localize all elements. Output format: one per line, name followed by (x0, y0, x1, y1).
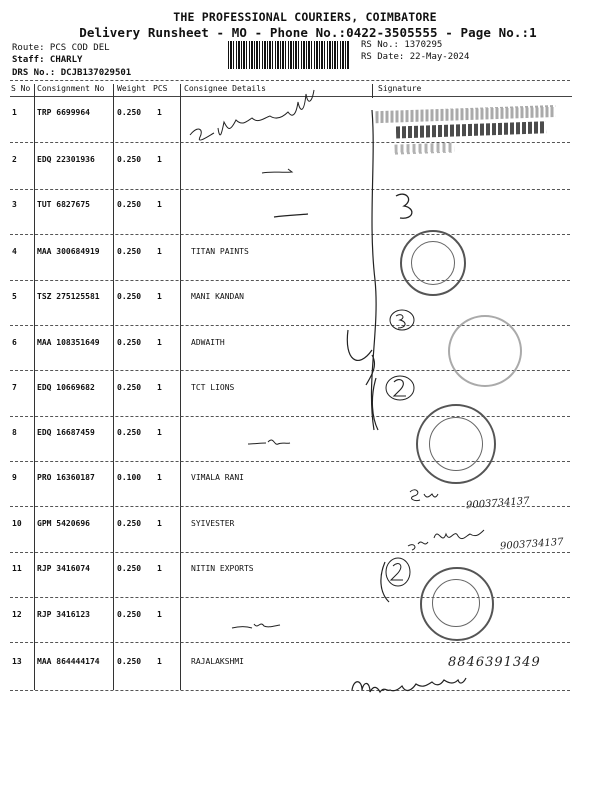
cell-pcs: 1 (157, 200, 162, 209)
cell-sno: 13 (12, 657, 22, 666)
col-header-sno: S No (11, 84, 31, 93)
staff-label: Staff: CHARLY (12, 55, 83, 65)
cell-consignee: RAJALAKSHMI (191, 657, 244, 666)
cell-weight: 0.250 (117, 519, 142, 528)
cell-weight: 0.250 (117, 155, 142, 164)
cell-consignment: RJP 3416074 (37, 564, 90, 573)
cell-consignment: EDQ 10669682 (37, 383, 95, 392)
col-header-consignment: Consignment No (37, 84, 105, 93)
cell-consignee: ADWAITH (191, 338, 225, 347)
cell-consignee: VIMALA RANI (191, 473, 244, 482)
cell-consignment: TUT 6827675 (37, 200, 90, 209)
cell-pcs: 1 (157, 519, 162, 528)
cell-consignment: EDQ 16687459 (37, 428, 95, 437)
company-stamp (375, 101, 562, 159)
cell-pcs: 1 (157, 564, 162, 573)
drs-number: DRS No.: DCJB137029501 (12, 68, 132, 78)
cell-sno: 5 (12, 292, 17, 301)
cell-weight: 0.250 (117, 428, 142, 437)
handwritten-phone-row-9: 9003734137 (465, 495, 530, 512)
cell-consignment: MAA 300684919 (37, 247, 100, 256)
cell-consignee: TCT LIONS (191, 383, 235, 392)
cell-weight: 0.250 (117, 108, 142, 117)
cell-sno: 4 (12, 247, 17, 256)
cell-consignment: RJP 3416123 (37, 610, 90, 619)
cell-weight: 0.250 (117, 610, 142, 619)
col-header-weight: Weight (117, 84, 146, 93)
cell-sno: 6 (12, 338, 17, 347)
cell-consignment: TSZ 275125581 (37, 292, 100, 301)
cell-sno: 1 (12, 108, 17, 117)
cell-consignee: SYIVESTER (191, 519, 235, 528)
cell-sno: 9 (12, 473, 17, 482)
cell-pcs: 1 (157, 428, 162, 437)
cell-weight: 0.250 (117, 292, 142, 301)
cell-sno: 10 (12, 519, 22, 528)
handwritten-phone-row-13: 8846391349 (448, 655, 541, 670)
cell-weight: 0.250 (117, 657, 142, 666)
cell-pcs: 1 (157, 657, 162, 666)
cell-sno: 2 (12, 155, 17, 164)
route-label: Route: PCS COD DEL (12, 43, 110, 53)
round-stamp (420, 567, 494, 641)
cell-weight: 0.250 (117, 247, 142, 256)
runsheet-title: Delivery Runsheet - MO - Phone No.:0422-3505555 - Page No.:1 (79, 25, 537, 40)
cell-pcs: 1 (157, 108, 162, 117)
handwritten-phone-row-10: 9003734137 (499, 536, 564, 553)
cell-pcs: 1 (157, 155, 162, 164)
col-header-consignee: Consignee Details (184, 84, 266, 93)
col-header-signature: Signature (378, 84, 422, 93)
cell-sno: 3 (12, 200, 17, 209)
cell-pcs: 1 (157, 610, 162, 619)
cell-sno: 7 (12, 383, 17, 392)
cell-pcs: 1 (157, 247, 162, 256)
cell-pcs: 1 (157, 473, 162, 482)
cell-weight: 0.100 (117, 473, 142, 482)
round-stamp (400, 230, 466, 296)
cell-weight: 0.250 (117, 200, 142, 209)
cell-consignment: EDQ 22301936 (37, 155, 95, 164)
rs-number: RS No.: 1370295 (361, 40, 443, 50)
cell-consignment: MAA 108351649 (37, 338, 100, 347)
cell-consignee: MANI KANDAN (191, 292, 244, 301)
cell-consignment: TRP 6699964 (37, 108, 90, 117)
cell-weight: 0.250 (117, 564, 142, 573)
cell-consignment: MAA 864444174 (37, 657, 100, 666)
col-header-pcs: PCS (153, 84, 168, 93)
cell-weight: 0.250 (117, 338, 142, 347)
cell-consignee: NITIN EXPORTS (191, 564, 254, 573)
cell-sno: 8 (12, 428, 17, 437)
cell-pcs: 1 (157, 292, 162, 301)
rs-date: RS Date: 22-May-2024 (361, 52, 470, 62)
cell-weight: 0.250 (117, 383, 142, 392)
cell-pcs: 1 (157, 383, 162, 392)
round-stamp-faint (448, 315, 522, 387)
cell-sno: 12 (12, 610, 22, 619)
cell-consignee: TITAN PAINTS (191, 247, 249, 256)
cell-sno: 11 (12, 564, 22, 573)
cell-consignment: GPM 5420696 (37, 519, 90, 528)
cell-consignment: PRO 16360187 (37, 473, 95, 482)
round-stamp (416, 404, 496, 484)
cell-pcs: 1 (157, 338, 162, 347)
company-title: THE PROFESSIONAL COURIERS, COIMBATORE (173, 10, 437, 24)
